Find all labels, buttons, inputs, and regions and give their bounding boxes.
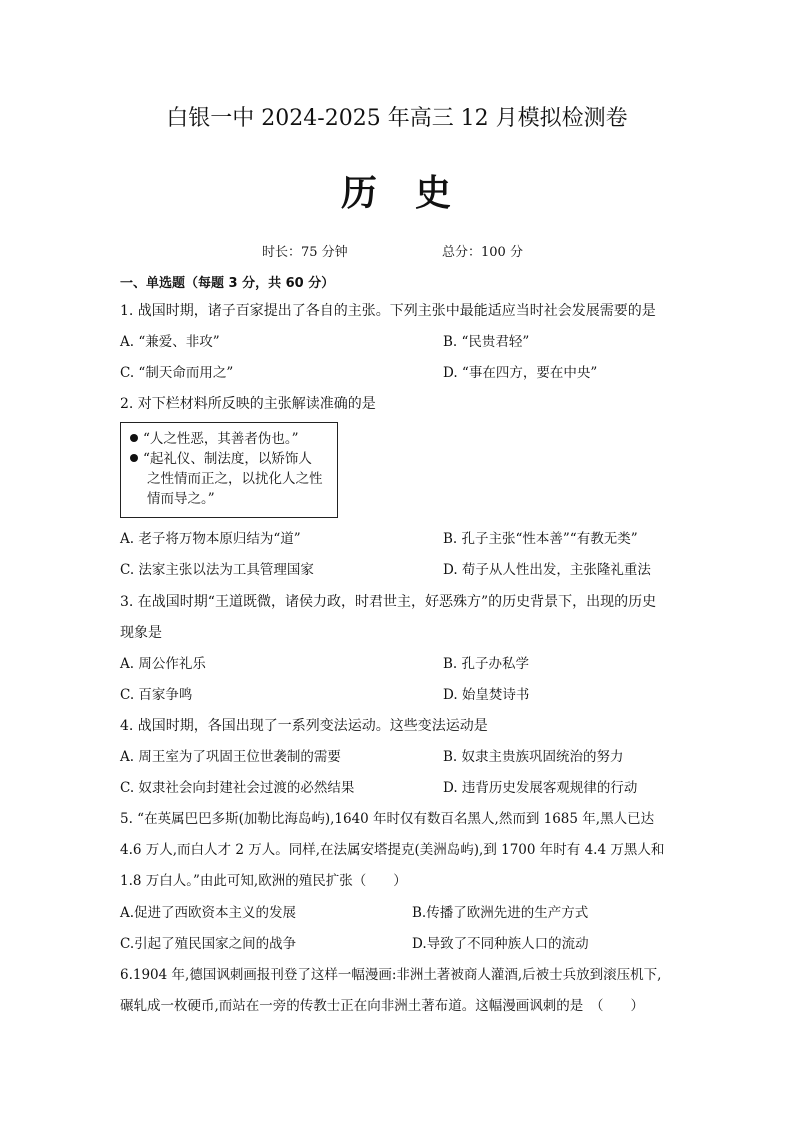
question-4-option-a: A. 周王室为了巩固王位世袭制的需要	[120, 749, 341, 765]
question-4-stem: 4. 战国时期，各国出现了一系列变法运动。这些变法运动是	[120, 718, 488, 734]
question-5-option-a: A.促进了西欧资本主义的发展	[120, 905, 297, 921]
subject-heading	[0, 170, 794, 218]
question-1-option-c: C. “制天命而用之”	[120, 365, 234, 381]
question-5-stem-line-3: 1.8 万白人。”由此可知,欧洲的殖民扩张（ ）	[120, 873, 407, 889]
material-item-2	[130, 449, 312, 469]
question-2-stem: 2. 对下栏材料所反映的主张解读准确的是	[120, 396, 376, 412]
material-line-2: “起礼仪、制法度，以矫饰人	[143, 451, 312, 467]
exam-total-score: 总分：100 分	[442, 245, 523, 260]
material-line-3: 之性情而正之，以扰化人之性	[147, 471, 323, 487]
question-3-option-b: B. 孔子办私学	[443, 656, 530, 672]
question-3-option-a: A. 周公作礼乐	[120, 656, 206, 672]
question-2-option-b: B. 孔子主张“性本善”“有教无类”	[443, 531, 638, 547]
question-2-option-c: C. 法家主张以法为工具管理国家	[120, 562, 314, 578]
question-4-option-b: B. 奴隶主贵族巩固统治的努力	[443, 749, 624, 765]
question-2-option-d: D. 荀子从人性出发，主张隆礼重法	[443, 562, 651, 578]
question-5-option-d: D.导致了不同种族人口的流动	[412, 936, 589, 952]
question-6-stem-line-1: 6.1904 年,德国讽刺画报刊登了这样一幅漫画:非洲土著被商人灌酒,后被士兵放到滚压机下,	[120, 967, 662, 983]
question-1-option-a: A. “兼爱、非攻”	[120, 334, 220, 350]
question-1-stem: 1. 战国时期，诸子百家提出了各自的主张。下列主张中最能适应当时社会发展需要的是	[120, 303, 656, 319]
material-item-1	[130, 429, 299, 449]
question-3-option-d: D. 始皇焚诗书	[443, 687, 530, 703]
exam-duration: 时长：75 分钟	[262, 245, 348, 260]
question-5-option-b: B.传播了欧洲先进的生产方式	[412, 905, 589, 921]
question-3-stem-line-2: 现象是	[120, 625, 162, 641]
subject-char-2: 史	[415, 173, 454, 214]
question-3-stem-line-1: 3. 在战国时期“王道既微，诸侯力政，时君世主，好恶殊方”的历史背景下，出现的历史	[120, 594, 657, 610]
question-5-stem-line-2: 4.6 万人,而白人才 2 万人。同样,在法属安塔提克(美洲岛屿),到 1700 年时有 4.4 万黑人和	[120, 842, 665, 858]
question-1-option-d: D. “事在四方，要在中央”	[443, 365, 598, 381]
question-5-option-c: C.引起了殖民国家之间的战争	[120, 936, 297, 952]
material-line-1: “人之性恶，其善者伪也。”	[143, 431, 299, 447]
question-4-option-d: D. 违背历史发展客观规律的行动	[443, 780, 638, 796]
question-6-stem-line-2: 碾轧成一枚硬币,而站在一旁的传教士正在向非洲土著布道。这幅漫画讽刺的是 （ ）	[120, 998, 645, 1014]
exam-title: 白银一中 2024-2025 年高三 12 月模拟检测卷	[166, 106, 628, 131]
bullet-icon	[130, 454, 138, 462]
question-4-option-c: C. 奴隶社会向封建社会过渡的必然结果	[120, 780, 355, 796]
question-1-option-b: B. “民贵君轻”	[443, 334, 530, 350]
question-3-option-c: C. 百家争鸣	[120, 687, 193, 703]
material-line-4: 情而导之。”	[147, 491, 215, 507]
bullet-icon	[130, 434, 138, 442]
material-box	[120, 422, 338, 518]
subject-char-1: 历	[340, 173, 379, 214]
section-heading: 一、单选题（每题 3 分，共 60 分）	[120, 276, 335, 291]
question-2-option-a: A. 老子将万物本原归结为“道”	[120, 531, 301, 547]
question-5-stem-line-1: 5. “在英属巴巴多斯(加勒比海岛屿),1640 年时仅有数百名黑人,然而到 1685 年,黑人已达	[120, 811, 655, 827]
